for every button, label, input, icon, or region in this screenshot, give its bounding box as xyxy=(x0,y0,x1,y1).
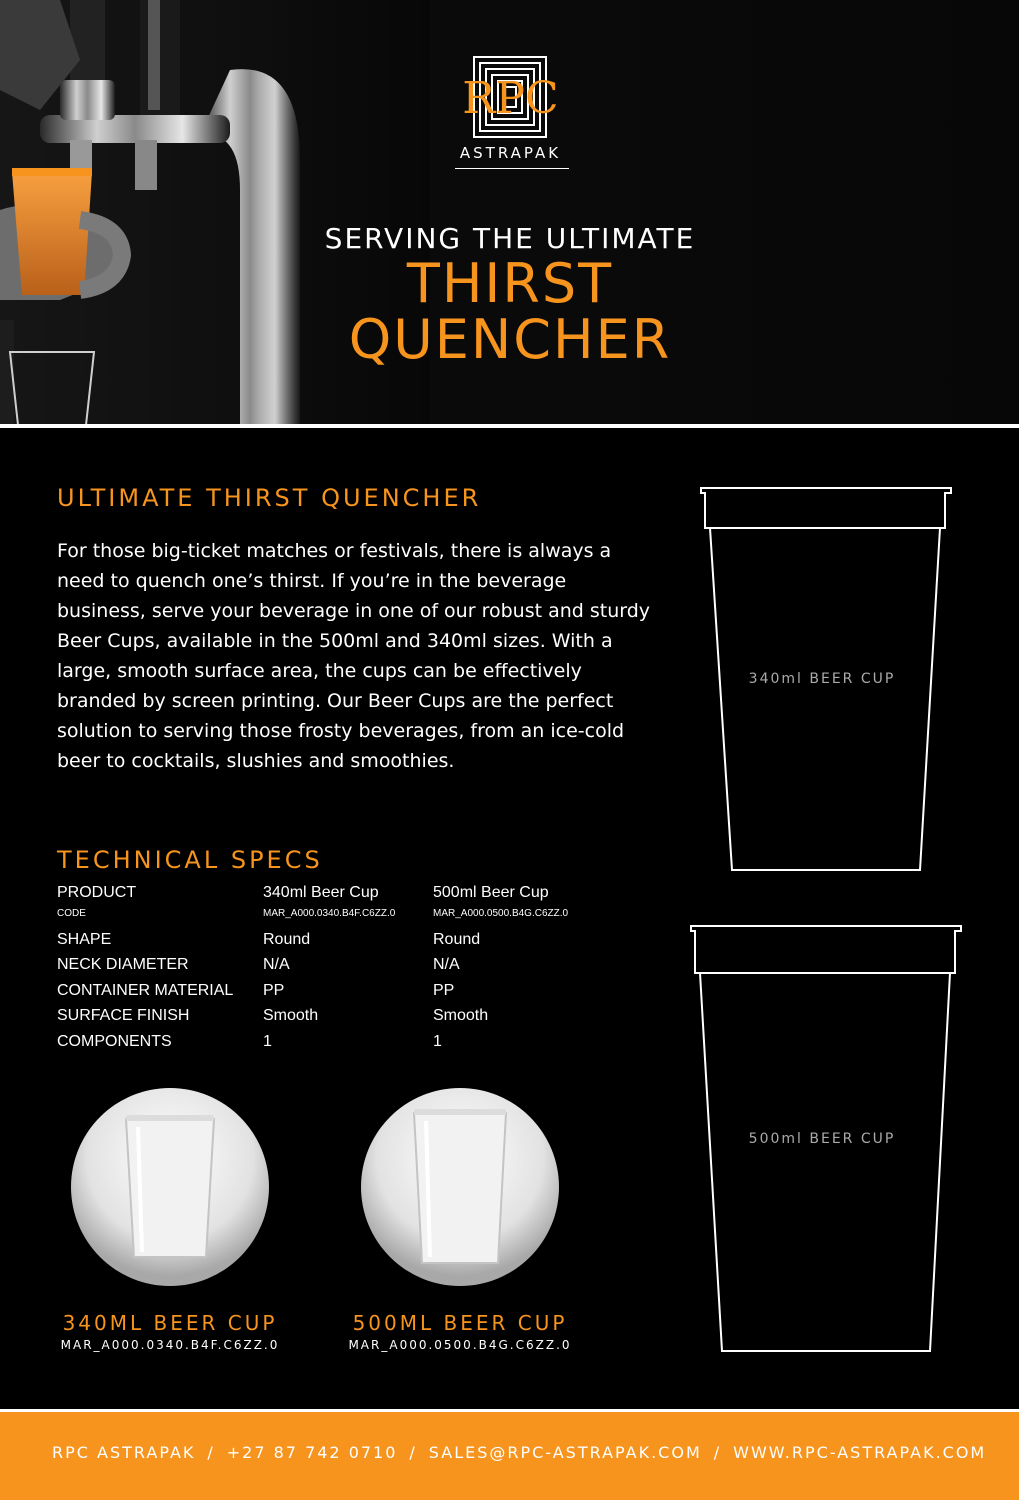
spec-value-500: N/A xyxy=(433,956,460,973)
spec-row-neck-diameter xyxy=(57,956,617,976)
cup-outline-label-340: 340ml BEER CUP xyxy=(748,671,896,687)
product-photo-340 xyxy=(70,1087,270,1287)
footer-bar xyxy=(0,1409,1019,1500)
spec-value-340: Round xyxy=(263,931,311,948)
footer-website[interactable]: WWW.RPC-ASTRAPAK.COM xyxy=(733,1443,987,1462)
footer-separator: / xyxy=(409,1443,417,1462)
spec-value-500: PP xyxy=(433,982,455,999)
footer-company: RPC ASTRAPAK xyxy=(52,1443,196,1462)
product-photo-500 xyxy=(360,1087,560,1287)
spec-label: CODE xyxy=(57,908,86,919)
product-code-500: MAR_A000.0500.B4G.C6ZZ.0 xyxy=(348,1338,572,1352)
hero-divider xyxy=(0,424,1019,428)
product-code-340: MAR_A000.0340.B4F.C6ZZ.0 xyxy=(60,1338,280,1352)
hero-title-line-1: THIRST xyxy=(406,252,614,315)
spec-value-500: 1 xyxy=(433,1033,442,1050)
spec-value-500: Smooth xyxy=(433,1007,489,1024)
product-name-340: 340ML BEER CUP xyxy=(62,1311,278,1335)
spec-value-340: Smooth xyxy=(263,1007,319,1024)
spec-label: CONTAINER MATERIAL xyxy=(57,982,234,999)
spec-label: SURFACE FINISH xyxy=(57,1007,190,1024)
footer-email[interactable]: SALES@RPC-ASTRAPAK.COM xyxy=(428,1443,702,1462)
hero-banner xyxy=(0,0,1019,425)
intro-heading: ULTIMATE THIRST QUENCHER xyxy=(57,484,482,512)
spec-value-340: 340ml Beer Cup xyxy=(263,884,379,901)
logo-rpc-text: RPC xyxy=(462,73,559,124)
hero-title xyxy=(250,252,770,371)
spec-row-container-material xyxy=(57,982,617,1002)
spec-label: SHAPE xyxy=(57,931,112,948)
spec-value-340: N/A xyxy=(263,956,290,973)
footer-separator: / xyxy=(207,1443,215,1462)
footer-phone[interactable]: +27 87 742 0710 xyxy=(226,1443,398,1462)
spec-row-surface-finish xyxy=(57,1007,617,1027)
logo-astrapak-text: ASTRAPAK xyxy=(459,144,562,162)
cup-outline-label-500: 500ml BEER CUP xyxy=(748,1131,896,1147)
spec-label: NECK DIAMETER xyxy=(57,956,189,973)
footer-contact-line xyxy=(52,1443,986,1462)
intro-paragraph: For those big-ticket matches or festivals, there is always a need to quench one’s thirst. If you’re in the beverage business, serve your beverage in one of our robust and sturdy Beer Cups, available in the 500ml and 340ml sizes. With a large, smooth surface area, the cups can be effectively branded by screen printing. Our Beer Cups are the perfect solution to serving those frosty beverages, from an ice-cold beer to cocktails, slushies and smoothies. xyxy=(57,540,651,772)
specs-heading: TECHNICAL SPECS xyxy=(57,846,323,874)
spec-value-340: PP xyxy=(263,982,285,999)
spec-value-340: 1 xyxy=(263,1033,272,1050)
hero-subtitle: SERVING THE ULTIMATE xyxy=(324,222,696,255)
rpc-astrapak-logo xyxy=(438,55,583,175)
logo-underline xyxy=(455,168,569,169)
spec-label: PRODUCT xyxy=(57,884,137,901)
spec-row-shape xyxy=(57,931,617,951)
spec-value-500: MAR_A000.0500.B4G.C6ZZ.0 xyxy=(433,908,569,919)
product-name-500: 500ML BEER CUP xyxy=(352,1311,568,1335)
spec-row-code xyxy=(57,908,617,928)
spec-value-500: Round xyxy=(433,931,481,948)
spec-label: COMPONENTS xyxy=(57,1033,172,1050)
spec-row-product xyxy=(57,884,617,904)
hero-title-line-2: QUENCHER xyxy=(348,308,672,371)
spec-value-340: MAR_A000.0340.B4F.C6ZZ.0 xyxy=(263,908,396,919)
spec-value-500: 500ml Beer Cup xyxy=(433,884,549,901)
spec-row-components xyxy=(57,1033,617,1053)
footer-separator: / xyxy=(713,1443,722,1462)
